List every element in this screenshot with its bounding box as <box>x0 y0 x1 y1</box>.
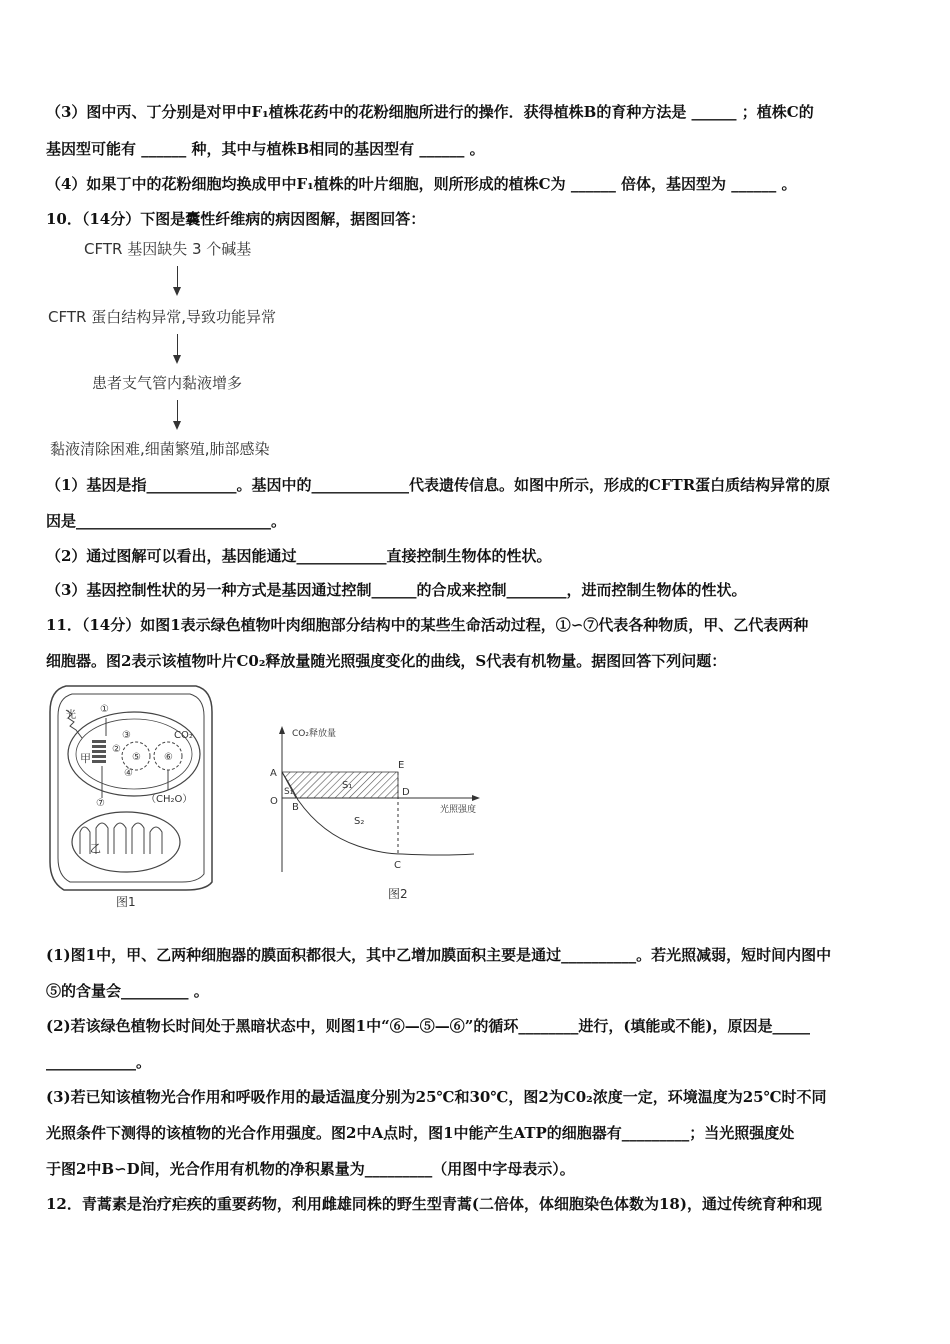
q10-part2: （2）通过图解可以看出，基因能通过____________直接控制生物体的性状。 <box>46 547 552 565</box>
flow-arrow-1 <box>177 266 178 294</box>
s1-area-label: S₁ <box>342 780 353 791</box>
num-5: ⑤ <box>132 752 141 763</box>
q11-part1-line2: ⑤的含量会_________ 。 <box>46 982 209 1000</box>
q11-part3-line1: (3)若已知该植物光合作用和呼吸作用的最适温度分别为25℃和30℃，图2为C0₂浓度一定，环境温度为25℃时不同 <box>46 1088 827 1106</box>
q10-part3: （3）基因控制性状的另一种方式是基因通过控制______的合成来控制________，进而控制生物体的性状。 <box>46 581 747 599</box>
flow-step-4: 黏液清除困难,细菌繁殖,肺部感染 <box>50 440 270 458</box>
thylakoid-stack <box>92 740 106 763</box>
light-label: 光 <box>66 710 76 721</box>
ch2o-label: （CH₂O） <box>146 794 193 805</box>
num-1: ① <box>100 704 109 715</box>
num-7: ⑦ <box>96 798 105 809</box>
y-axis-label: CO₂释放量 <box>292 729 336 739</box>
origin-label: O <box>270 796 278 807</box>
flow-step-2: CFTR 蛋白结构异常,导致功能异常 <box>48 308 276 326</box>
y-axis-arrow <box>279 726 285 734</box>
num-2: ② <box>112 744 121 755</box>
point-e-label: E <box>398 760 405 771</box>
q9-part3-line2: 基因型可能有 ______ 种，其中与植株B相同的基因型有 ______ 。 <box>46 140 485 158</box>
point-d-label: D <box>402 787 410 798</box>
cell-diagram <box>46 682 216 910</box>
q10-flow-diagram <box>46 234 316 464</box>
q11-part1-line1: (1)图1中，甲、乙两种细胞器的膜面积都很大，其中乙增加膜面积主要是通过__________。若光照减弱，短时间内图中 <box>46 946 832 964</box>
q12-line1: 12．青蒿素是治疗疟疾的重要药物，利用雌雄同株的野生型青蒿(二倍体，体细胞染色体数为18)，通过传统育种和现 <box>46 1195 822 1213</box>
flow-arrow-2 <box>177 334 178 362</box>
q9-part3-line1: （3）图中丙、丁分别是对甲中F₁植株花药中的花粉细胞所进行的操作．获得植株B的育种方法是 ______ ；植株C的 <box>46 103 814 121</box>
q11-intro-line2: 细胞器。图2表示该植物叶片C0₂释放量随光照强度变化的曲线，S代表有机物量。据图回答下列问题： <box>46 652 727 670</box>
q10-part1-line1: （1）基因是指____________。基因中的_____________代表遗传信息。如图中所示，形成的CFTR蛋白质结构异常的原 <box>46 476 831 494</box>
figure1-caption: 图1 <box>116 895 136 909</box>
q11-part2-line1: (2)若该绿色植物长时间处于黑暗状态中，则图1中“⑥—⑤—⑥”的循环________进行，(填能或不能)，原因是_____ <box>46 1017 811 1035</box>
point-b-label: B <box>292 802 299 813</box>
figure2-caption: 图2 <box>388 887 408 901</box>
q11-figure1 <box>46 682 216 910</box>
q10-part1-line2: 因是__________________________。 <box>46 512 287 530</box>
organelle-yi-label: 乙 <box>90 842 101 855</box>
s1-small-label: S₁ <box>284 787 294 797</box>
flow-step-3: 患者支气管内黏液增多 <box>92 374 243 392</box>
s1-hatched-area <box>282 772 398 798</box>
flow-arrow-3 <box>177 400 178 428</box>
q9-part4-line1: （4）如果丁中的花粉细胞均换成甲中F₁植株的叶片细胞，则所形成的植株C为 ______ 倍体，基因型为 ______ 。 <box>46 175 797 193</box>
num-4: ④ <box>124 768 133 779</box>
point-c-label: C <box>394 860 401 871</box>
q11-intro-line1: 11．（14分）如图1表示绿色植物叶肉细胞部分结构中的某些生命活动过程，①∽⑦代表各种物质，甲、乙代表两种 <box>46 616 809 634</box>
q11-part3-line3: 于图2中B∽D间，光合作用有机物的净积累量为_________（用图中字母表示）。 <box>46 1160 575 1178</box>
x-axis-label: 光照强度 <box>440 805 477 815</box>
flow-step-1: CFTR 基因缺失 3 个碱基 <box>84 240 252 258</box>
q11-part3-line2: 光照条件下测得的该植物的光合作用强度。图2中A点时，图1中能产生ATP的细胞器有_________；当光照强度处 <box>46 1124 795 1142</box>
x-axis-arrow <box>472 795 480 801</box>
num-3: ③ <box>122 730 131 741</box>
q11-part2-line2: ____________。 <box>46 1053 152 1071</box>
s2-area-label: S₂ <box>354 816 365 827</box>
co2-light-chart <box>262 722 496 908</box>
q11-figure2 <box>262 722 496 908</box>
organelle-jia-label: 甲 <box>80 752 91 765</box>
point-a-label: A <box>270 768 277 779</box>
q10-title: 10．（14分）下图是囊性纤维病的病因图解，据图回答： <box>46 210 426 228</box>
co2-label: CO₂ <box>174 730 193 741</box>
num-6: ⑥ <box>164 752 173 763</box>
